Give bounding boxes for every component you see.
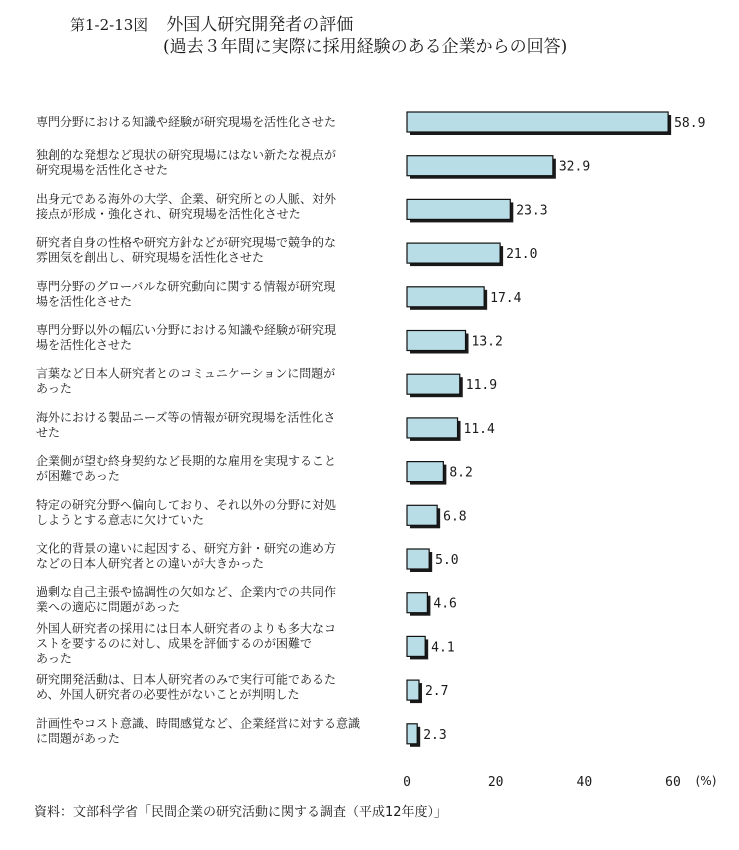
x-tick-label: 40 <box>576 775 593 790</box>
bar <box>407 418 458 438</box>
category-label: が困難であった <box>36 469 120 484</box>
category-label: 外国人研究者の採用には日本人研究者のよりも多大なコ <box>36 621 337 636</box>
category-label: 出身元である海外の大学、企業、研究所との人脈、対外 <box>36 191 337 206</box>
value-label: 11.4 <box>463 421 495 437</box>
source-note: 資料：文部科学省「民間企業の研究活動に関する調査（平成12年度）」 <box>34 805 448 820</box>
category-label: 過剰な自己主張や協調性の欠如など、企業内での共同作 <box>36 585 337 600</box>
figure-number: 第1-2-13図 <box>70 16 149 34</box>
category-label: 言葉など日本人研究者とのコミュニケーションに問題が <box>36 366 336 381</box>
category-label: 海外における製品ニーズ等の情報が研究現場を活性化さ <box>36 410 336 425</box>
value-label: 2.7 <box>424 684 449 700</box>
category-label: 研究現場を活性化させた <box>36 163 169 178</box>
bar <box>407 331 466 351</box>
value-label: 11.9 <box>465 378 498 394</box>
category-label: せた <box>36 425 61 440</box>
category-label: め、外国人研究者の必要性がないことが判明した <box>36 687 300 702</box>
title-text: 外国人研究開発者の評価 <box>166 15 354 35</box>
bar <box>407 112 668 132</box>
value-label: 17.4 <box>490 290 522 306</box>
category-label: 文化的背景の違いに起因する、研究方針・研究の進め方 <box>36 541 337 556</box>
value-label: 23.3 <box>516 203 548 219</box>
category-label: 特定の研究分野へ偏向しており、それ以外の分野に対処 <box>36 497 337 512</box>
chart-subtitle: (過去３年間に実際に採用経験のある企業からの回答) <box>163 37 568 57</box>
category-label: 場を活性化させた <box>36 294 133 309</box>
category-label: あった <box>36 381 72 396</box>
category-label: 専門分野以外の幅広い分野における知識や経験が研究現 <box>36 323 337 337</box>
category-label: 雰囲気を創出し、研究現場を活性化させた <box>36 250 265 265</box>
bar <box>407 287 484 307</box>
category-label: 研究開発活動は、日本人研究者のみで実行可能であるた <box>36 672 337 687</box>
bar <box>407 724 417 744</box>
category-label: 場を活性化させた <box>36 338 133 352</box>
category-label: 研究者自身の性格や研究方針などが研究現場で競争的な <box>36 235 337 250</box>
category-label: 独創的な発想など現状の研究現場にはない新たな視点が <box>36 148 337 163</box>
value-label: 5.0 <box>435 553 459 568</box>
bar <box>407 462 443 482</box>
value-label: 2.3 <box>423 727 447 743</box>
bar <box>407 636 425 656</box>
bar <box>407 680 419 700</box>
bar <box>407 243 500 263</box>
value-label: 4.1 <box>431 640 455 656</box>
value-label: 13.2 <box>471 334 503 350</box>
category-label: しようとする意志に欠けていた <box>36 512 205 527</box>
bar <box>407 549 429 569</box>
value-label: 21.0 <box>506 247 538 263</box>
x-tick-label: 20 <box>487 775 504 790</box>
x-tick-label: 0 <box>403 775 411 790</box>
value-label: 58.9 <box>674 116 706 131</box>
value-label: 8.2 <box>449 465 473 481</box>
category-label: などの日本人研究者との違いが大きかった <box>36 556 265 571</box>
value-label: 4.6 <box>433 596 457 612</box>
x-tick-label: 60 <box>665 775 681 790</box>
category-label: 専門分野における知識や経験が研究現場を活性化させた <box>36 115 337 129</box>
x-unit-label: (%) <box>695 774 717 788</box>
category-label: あった <box>36 651 72 666</box>
category-label: 企業側が望む終身契約など長期的な雇用を実現すること <box>36 454 337 469</box>
bar <box>407 199 510 219</box>
category-label: 計画性やコスト意識、時間感覚など、企業経営に対する意識 <box>36 716 361 731</box>
bar <box>407 505 437 525</box>
category-label: 接点が形成・強化され、研究現場を活性化させた <box>36 206 301 221</box>
bar <box>407 156 553 176</box>
category-label: 業への適応に問題があった <box>36 600 180 615</box>
value-label: 32.9 <box>558 159 591 175</box>
category-label: ストを要するのに対し、成果を評価するのが困難で <box>36 636 313 651</box>
category-label: 専門分野のグローバルな研究動向に関する情報が研究現 <box>36 279 336 294</box>
value-label: 6.8 <box>443 509 467 525</box>
category-label: に問題があった <box>36 731 120 746</box>
bar <box>407 374 460 394</box>
bar <box>407 593 427 613</box>
